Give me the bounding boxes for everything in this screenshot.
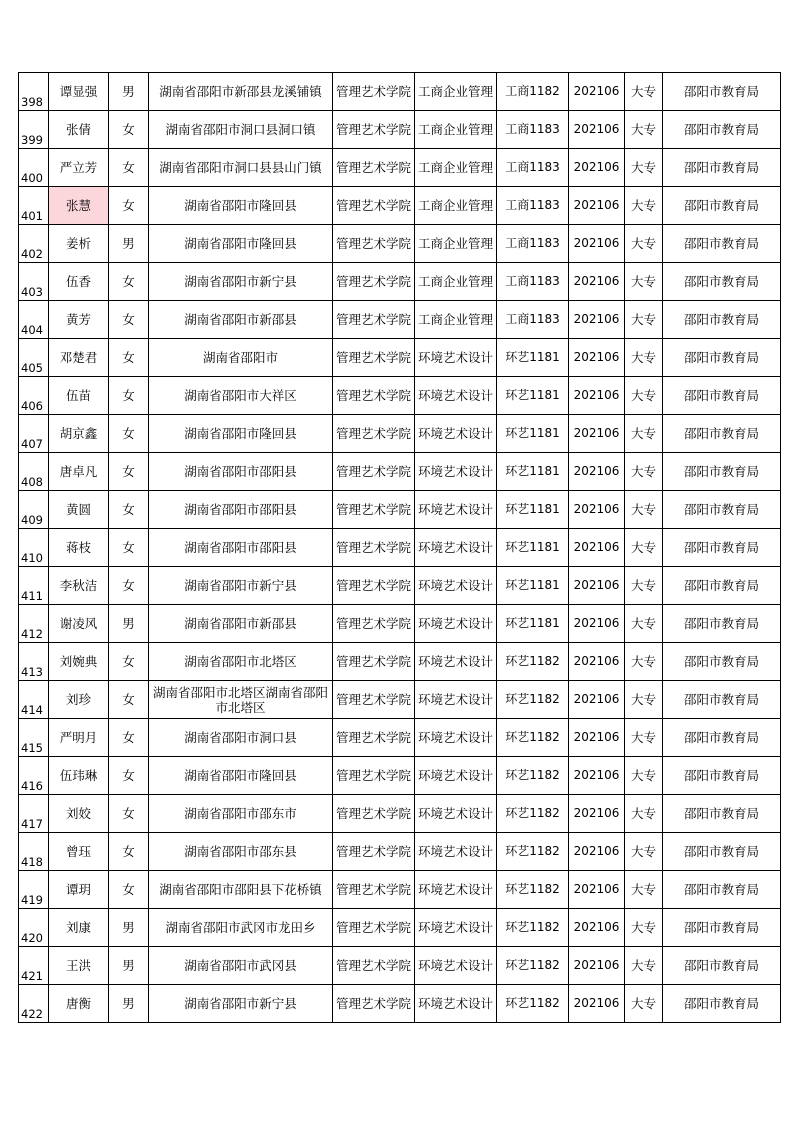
student-name: 谭玥 (49, 871, 109, 909)
destination-cell: 邵阳市教育局 (663, 339, 781, 377)
graduation-date-cell: 202106 (569, 187, 625, 225)
class-cell: 工商1183 (497, 187, 569, 225)
class-cell: 环艺1181 (497, 529, 569, 567)
row-number: 399 (19, 111, 49, 149)
education-level-cell: 大专 (625, 757, 663, 795)
roster-rows (19, 73, 781, 1023)
table-row (19, 871, 781, 909)
gender-cell: 女 (109, 567, 149, 605)
college-cell: 管理艺术学院 (333, 871, 415, 909)
gender-cell: 女 (109, 491, 149, 529)
address-cell: 湖南省邵阳市邵东市 (149, 795, 333, 833)
table-row (19, 301, 781, 339)
graduation-date-cell: 202106 (569, 73, 625, 111)
class-cell: 环艺1182 (497, 643, 569, 681)
student-name: 唐卓凡 (49, 453, 109, 491)
college-cell: 管理艺术学院 (333, 909, 415, 947)
address-cell: 湖南省邵阳市邵阳县 (149, 453, 333, 491)
gender-cell: 男 (109, 605, 149, 643)
education-level-cell: 大专 (625, 149, 663, 187)
education-level-cell: 大专 (625, 909, 663, 947)
gender-cell: 男 (109, 985, 149, 1023)
destination-cell: 邵阳市教育局 (663, 719, 781, 757)
major-cell: 环境艺术设计 (415, 339, 497, 377)
college-cell: 管理艺术学院 (333, 681, 415, 719)
gender-cell: 女 (109, 111, 149, 149)
row-number: 420 (19, 909, 49, 947)
graduation-date-cell: 202106 (569, 567, 625, 605)
class-cell: 环艺1181 (497, 491, 569, 529)
address-cell: 湖南省邵阳市邵阳县下花桥镇 (149, 871, 333, 909)
college-cell: 管理艺术学院 (333, 985, 415, 1023)
major-cell: 环境艺术设计 (415, 681, 497, 719)
row-number: 419 (19, 871, 49, 909)
address-cell: 湖南省邵阳市北塔区 (149, 643, 333, 681)
address-cell: 湖南省邵阳市隆回县 (149, 415, 333, 453)
college-cell: 管理艺术学院 (333, 73, 415, 111)
table-row (19, 73, 781, 111)
major-cell: 环境艺术设计 (415, 643, 497, 681)
education-level-cell: 大专 (625, 73, 663, 111)
student-name: 伍玮琳 (49, 757, 109, 795)
gender-cell: 女 (109, 719, 149, 757)
graduation-date-cell: 202106 (569, 149, 625, 187)
class-cell: 工商1182 (497, 73, 569, 111)
table-row (19, 795, 781, 833)
address-cell: 湖南省邵阳市 (149, 339, 333, 377)
table-row (19, 605, 781, 643)
gender-cell: 女 (109, 453, 149, 491)
destination-cell: 邵阳市教育局 (663, 225, 781, 263)
address-cell: 湖南省邵阳市武冈市龙田乡 (149, 909, 333, 947)
education-level-cell: 大专 (625, 985, 663, 1023)
table-row (19, 567, 781, 605)
student-name: 严立芳 (49, 149, 109, 187)
gender-cell: 女 (109, 871, 149, 909)
address-cell: 湖南省邵阳市洞口县洞口镇 (149, 111, 333, 149)
class-cell: 环艺1182 (497, 795, 569, 833)
destination-cell: 邵阳市教育局 (663, 681, 781, 719)
row-number: 406 (19, 377, 49, 415)
gender-cell: 女 (109, 339, 149, 377)
table-row (19, 757, 781, 795)
graduation-date-cell: 202106 (569, 833, 625, 871)
address-cell: 湖南省邵阳市武冈县 (149, 947, 333, 985)
table-row (19, 909, 781, 947)
row-number: 418 (19, 833, 49, 871)
gender-cell: 女 (109, 795, 149, 833)
student-name: 黄芳 (49, 301, 109, 339)
graduation-date-cell: 202106 (569, 263, 625, 301)
graduation-date-cell: 202106 (569, 301, 625, 339)
graduation-date-cell: 202106 (569, 339, 625, 377)
row-number: 407 (19, 415, 49, 453)
major-cell: 环境艺术设计 (415, 453, 497, 491)
education-level-cell: 大专 (625, 415, 663, 453)
class-cell: 工商1183 (497, 111, 569, 149)
row-number: 403 (19, 263, 49, 301)
major-cell: 环境艺术设计 (415, 491, 497, 529)
major-cell: 环境艺术设计 (415, 985, 497, 1023)
student-name: 刘康 (49, 909, 109, 947)
address-cell: 湖南省邵阳市隆回县 (149, 757, 333, 795)
destination-cell: 邵阳市教育局 (663, 529, 781, 567)
student-name: 王洪 (49, 947, 109, 985)
education-level-cell: 大专 (625, 605, 663, 643)
graduation-date-cell: 202106 (569, 453, 625, 491)
row-number: 413 (19, 643, 49, 681)
education-level-cell: 大专 (625, 339, 663, 377)
education-level-cell: 大专 (625, 719, 663, 757)
row-number: 422 (19, 985, 49, 1023)
college-cell: 管理艺术学院 (333, 605, 415, 643)
class-cell: 环艺1182 (497, 719, 569, 757)
college-cell: 管理艺术学院 (333, 339, 415, 377)
major-cell: 环境艺术设计 (415, 567, 497, 605)
student-name: 伍苗 (49, 377, 109, 415)
student-name: 伍香 (49, 263, 109, 301)
row-number: 408 (19, 453, 49, 491)
class-cell: 工商1183 (497, 225, 569, 263)
gender-cell: 女 (109, 757, 149, 795)
education-level-cell: 大专 (625, 681, 663, 719)
graduation-date-cell: 202106 (569, 757, 625, 795)
student-name: 姜析 (49, 225, 109, 263)
table-row (19, 149, 781, 187)
graduation-date-cell: 202106 (569, 491, 625, 529)
college-cell: 管理艺术学院 (333, 757, 415, 795)
gender-cell: 男 (109, 73, 149, 111)
class-cell: 环艺1181 (497, 453, 569, 491)
table-row (19, 719, 781, 757)
education-level-cell: 大专 (625, 491, 663, 529)
graduation-date-cell: 202106 (569, 947, 625, 985)
gender-cell: 男 (109, 909, 149, 947)
graduation-date-cell: 202106 (569, 377, 625, 415)
college-cell: 管理艺术学院 (333, 301, 415, 339)
class-cell: 环艺1181 (497, 415, 569, 453)
address-cell: 湖南省邵阳市邵阳县 (149, 529, 333, 567)
row-number: 409 (19, 491, 49, 529)
destination-cell: 邵阳市教育局 (663, 491, 781, 529)
class-cell: 环艺1182 (497, 909, 569, 947)
table-row (19, 681, 781, 719)
major-cell: 环境艺术设计 (415, 795, 497, 833)
education-level-cell: 大专 (625, 453, 663, 491)
education-level-cell: 大专 (625, 871, 663, 909)
graduation-date-cell: 202106 (569, 225, 625, 263)
college-cell: 管理艺术学院 (333, 453, 415, 491)
destination-cell: 邵阳市教育局 (663, 377, 781, 415)
table-row (19, 339, 781, 377)
education-level-cell: 大专 (625, 529, 663, 567)
gender-cell: 女 (109, 833, 149, 871)
row-number: 401 (19, 187, 49, 225)
major-cell: 环境艺术设计 (415, 415, 497, 453)
college-cell: 管理艺术学院 (333, 187, 415, 225)
address-cell: 湖南省邵阳市新宁县 (149, 985, 333, 1023)
class-cell: 工商1183 (497, 149, 569, 187)
major-cell: 工商企业管理 (415, 149, 497, 187)
row-number: 404 (19, 301, 49, 339)
education-level-cell: 大专 (625, 643, 663, 681)
education-level-cell: 大专 (625, 111, 663, 149)
gender-cell: 女 (109, 529, 149, 567)
college-cell: 管理艺术学院 (333, 833, 415, 871)
table-row (19, 225, 781, 263)
address-cell: 湖南省邵阳市邵阳县 (149, 491, 333, 529)
graduation-date-cell: 202106 (569, 529, 625, 567)
major-cell: 环境艺术设计 (415, 605, 497, 643)
destination-cell: 邵阳市教育局 (663, 947, 781, 985)
college-cell: 管理艺术学院 (333, 719, 415, 757)
class-cell: 环艺1181 (497, 567, 569, 605)
gender-cell: 女 (109, 681, 149, 719)
destination-cell: 邵阳市教育局 (663, 871, 781, 909)
college-cell: 管理艺术学院 (333, 529, 415, 567)
class-cell: 环艺1181 (497, 605, 569, 643)
graduation-date-cell: 202106 (569, 605, 625, 643)
gender-cell: 女 (109, 149, 149, 187)
college-cell: 管理艺术学院 (333, 111, 415, 149)
destination-cell: 邵阳市教育局 (663, 643, 781, 681)
destination-cell: 邵阳市教育局 (663, 795, 781, 833)
class-cell: 环艺1182 (497, 757, 569, 795)
college-cell: 管理艺术学院 (333, 377, 415, 415)
destination-cell: 邵阳市教育局 (663, 757, 781, 795)
education-level-cell: 大专 (625, 263, 663, 301)
address-cell: 湖南省邵阳市大祥区 (149, 377, 333, 415)
college-cell: 管理艺术学院 (333, 149, 415, 187)
address-cell: 湖南省邵阳市新邵县 (149, 605, 333, 643)
student-name: 刘姣 (49, 795, 109, 833)
college-cell: 管理艺术学院 (333, 643, 415, 681)
education-level-cell: 大专 (625, 947, 663, 985)
graduation-date-cell: 202106 (569, 681, 625, 719)
student-name: 严明月 (49, 719, 109, 757)
row-number: 398 (19, 73, 49, 111)
row-number: 414 (19, 681, 49, 719)
student-name: 刘珍 (49, 681, 109, 719)
table-row (19, 111, 781, 149)
destination-cell: 邵阳市教育局 (663, 605, 781, 643)
table-row (19, 643, 781, 681)
major-cell: 环境艺术设计 (415, 909, 497, 947)
address-cell: 湖南省邵阳市洞口县县山门镇 (149, 149, 333, 187)
graduation-date-cell: 202106 (569, 871, 625, 909)
college-cell: 管理艺术学院 (333, 947, 415, 985)
education-level-cell: 大专 (625, 833, 663, 871)
major-cell: 环境艺术设计 (415, 757, 497, 795)
student-name: 谢凌风 (49, 605, 109, 643)
student-name: 李秋洁 (49, 567, 109, 605)
student-name: 谭显强 (49, 73, 109, 111)
table-row (19, 529, 781, 567)
graduation-date-cell: 202106 (569, 415, 625, 453)
table-row (19, 947, 781, 985)
class-cell: 工商1183 (497, 263, 569, 301)
college-cell: 管理艺术学院 (333, 491, 415, 529)
destination-cell: 邵阳市教育局 (663, 415, 781, 453)
destination-cell: 邵阳市教育局 (663, 263, 781, 301)
gender-cell: 男 (109, 947, 149, 985)
destination-cell: 邵阳市教育局 (663, 985, 781, 1023)
college-cell: 管理艺术学院 (333, 795, 415, 833)
graduation-date-cell: 202106 (569, 111, 625, 149)
address-cell: 湖南省邵阳市隆回县 (149, 225, 333, 263)
destination-cell: 邵阳市教育局 (663, 149, 781, 187)
destination-cell: 邵阳市教育局 (663, 187, 781, 225)
class-cell: 工商1183 (497, 301, 569, 339)
student-name: 张倩 (49, 111, 109, 149)
destination-cell: 邵阳市教育局 (663, 567, 781, 605)
student-name: 曾珏 (49, 833, 109, 871)
major-cell: 环境艺术设计 (415, 871, 497, 909)
education-level-cell: 大专 (625, 187, 663, 225)
row-number: 402 (19, 225, 49, 263)
destination-cell: 邵阳市教育局 (663, 301, 781, 339)
college-cell: 管理艺术学院 (333, 225, 415, 263)
destination-cell: 邵阳市教育局 (663, 909, 781, 947)
row-number: 415 (19, 719, 49, 757)
row-number: 412 (19, 605, 49, 643)
student-name: 邓楚君 (49, 339, 109, 377)
class-cell: 环艺1181 (497, 339, 569, 377)
row-number: 400 (19, 149, 49, 187)
major-cell: 环境艺术设计 (415, 719, 497, 757)
table-row (19, 415, 781, 453)
class-cell: 环艺1182 (497, 681, 569, 719)
address-cell: 湖南省邵阳市隆回县 (149, 187, 333, 225)
address-cell: 湖南省邵阳市新邵县龙溪铺镇 (149, 73, 333, 111)
row-number: 411 (19, 567, 49, 605)
class-cell: 环艺1182 (497, 985, 569, 1023)
table-row (19, 985, 781, 1023)
address-cell: 湖南省邵阳市邵东县 (149, 833, 333, 871)
class-cell: 环艺1182 (497, 871, 569, 909)
class-cell: 环艺1182 (497, 947, 569, 985)
education-level-cell: 大专 (625, 567, 663, 605)
major-cell: 工商企业管理 (415, 73, 497, 111)
destination-cell: 邵阳市教育局 (663, 111, 781, 149)
student-name: 唐衡 (49, 985, 109, 1023)
table-row (19, 833, 781, 871)
gender-cell: 女 (109, 187, 149, 225)
major-cell: 工商企业管理 (415, 187, 497, 225)
destination-cell: 邵阳市教育局 (663, 833, 781, 871)
address-cell: 湖南省邵阳市北塔区湖南省邵阳市北塔区 (149, 681, 333, 719)
row-number: 410 (19, 529, 49, 567)
gender-cell: 女 (109, 263, 149, 301)
education-level-cell: 大专 (625, 795, 663, 833)
student-name: 黄圆 (49, 491, 109, 529)
education-level-cell: 大专 (625, 301, 663, 339)
gender-cell: 女 (109, 301, 149, 339)
graduation-date-cell: 202106 (569, 985, 625, 1023)
graduation-date-cell: 202106 (569, 909, 625, 947)
class-cell: 环艺1181 (497, 377, 569, 415)
graduation-date-cell: 202106 (569, 719, 625, 757)
college-cell: 管理艺术学院 (333, 567, 415, 605)
address-cell: 湖南省邵阳市新宁县 (149, 567, 333, 605)
address-cell: 湖南省邵阳市新邵县 (149, 301, 333, 339)
class-cell: 环艺1182 (497, 833, 569, 871)
address-cell: 湖南省邵阳市洞口县 (149, 719, 333, 757)
major-cell: 环境艺术设计 (415, 529, 497, 567)
education-level-cell: 大专 (625, 225, 663, 263)
major-cell: 工商企业管理 (415, 263, 497, 301)
major-cell: 环境艺术设计 (415, 377, 497, 415)
student-name: 刘婉典 (49, 643, 109, 681)
table-row (19, 453, 781, 491)
gender-cell: 女 (109, 415, 149, 453)
gender-cell: 男 (109, 225, 149, 263)
gender-cell: 女 (109, 643, 149, 681)
address-cell: 湖南省邵阳市新宁县 (149, 263, 333, 301)
graduation-date-cell: 202106 (569, 795, 625, 833)
row-number: 417 (19, 795, 49, 833)
student-name: 蒋枝 (49, 529, 109, 567)
destination-cell: 邵阳市教育局 (663, 453, 781, 491)
table-row (19, 263, 781, 301)
college-cell: 管理艺术学院 (333, 415, 415, 453)
major-cell: 环境艺术设计 (415, 947, 497, 985)
table-row (19, 187, 781, 225)
graduation-date-cell: 202106 (569, 643, 625, 681)
table-row (19, 491, 781, 529)
roster-table (18, 72, 781, 1023)
row-number: 405 (19, 339, 49, 377)
row-number: 421 (19, 947, 49, 985)
major-cell: 工商企业管理 (415, 225, 497, 263)
destination-cell: 邵阳市教育局 (663, 73, 781, 111)
gender-cell: 女 (109, 377, 149, 415)
table-row (19, 377, 781, 415)
education-level-cell: 大专 (625, 377, 663, 415)
major-cell: 环境艺术设计 (415, 833, 497, 871)
major-cell: 工商企业管理 (415, 111, 497, 149)
student-name: 胡京鑫 (49, 415, 109, 453)
college-cell: 管理艺术学院 (333, 263, 415, 301)
row-number: 416 (19, 757, 49, 795)
major-cell: 工商企业管理 (415, 301, 497, 339)
student-name: 张慧 (49, 187, 109, 225)
